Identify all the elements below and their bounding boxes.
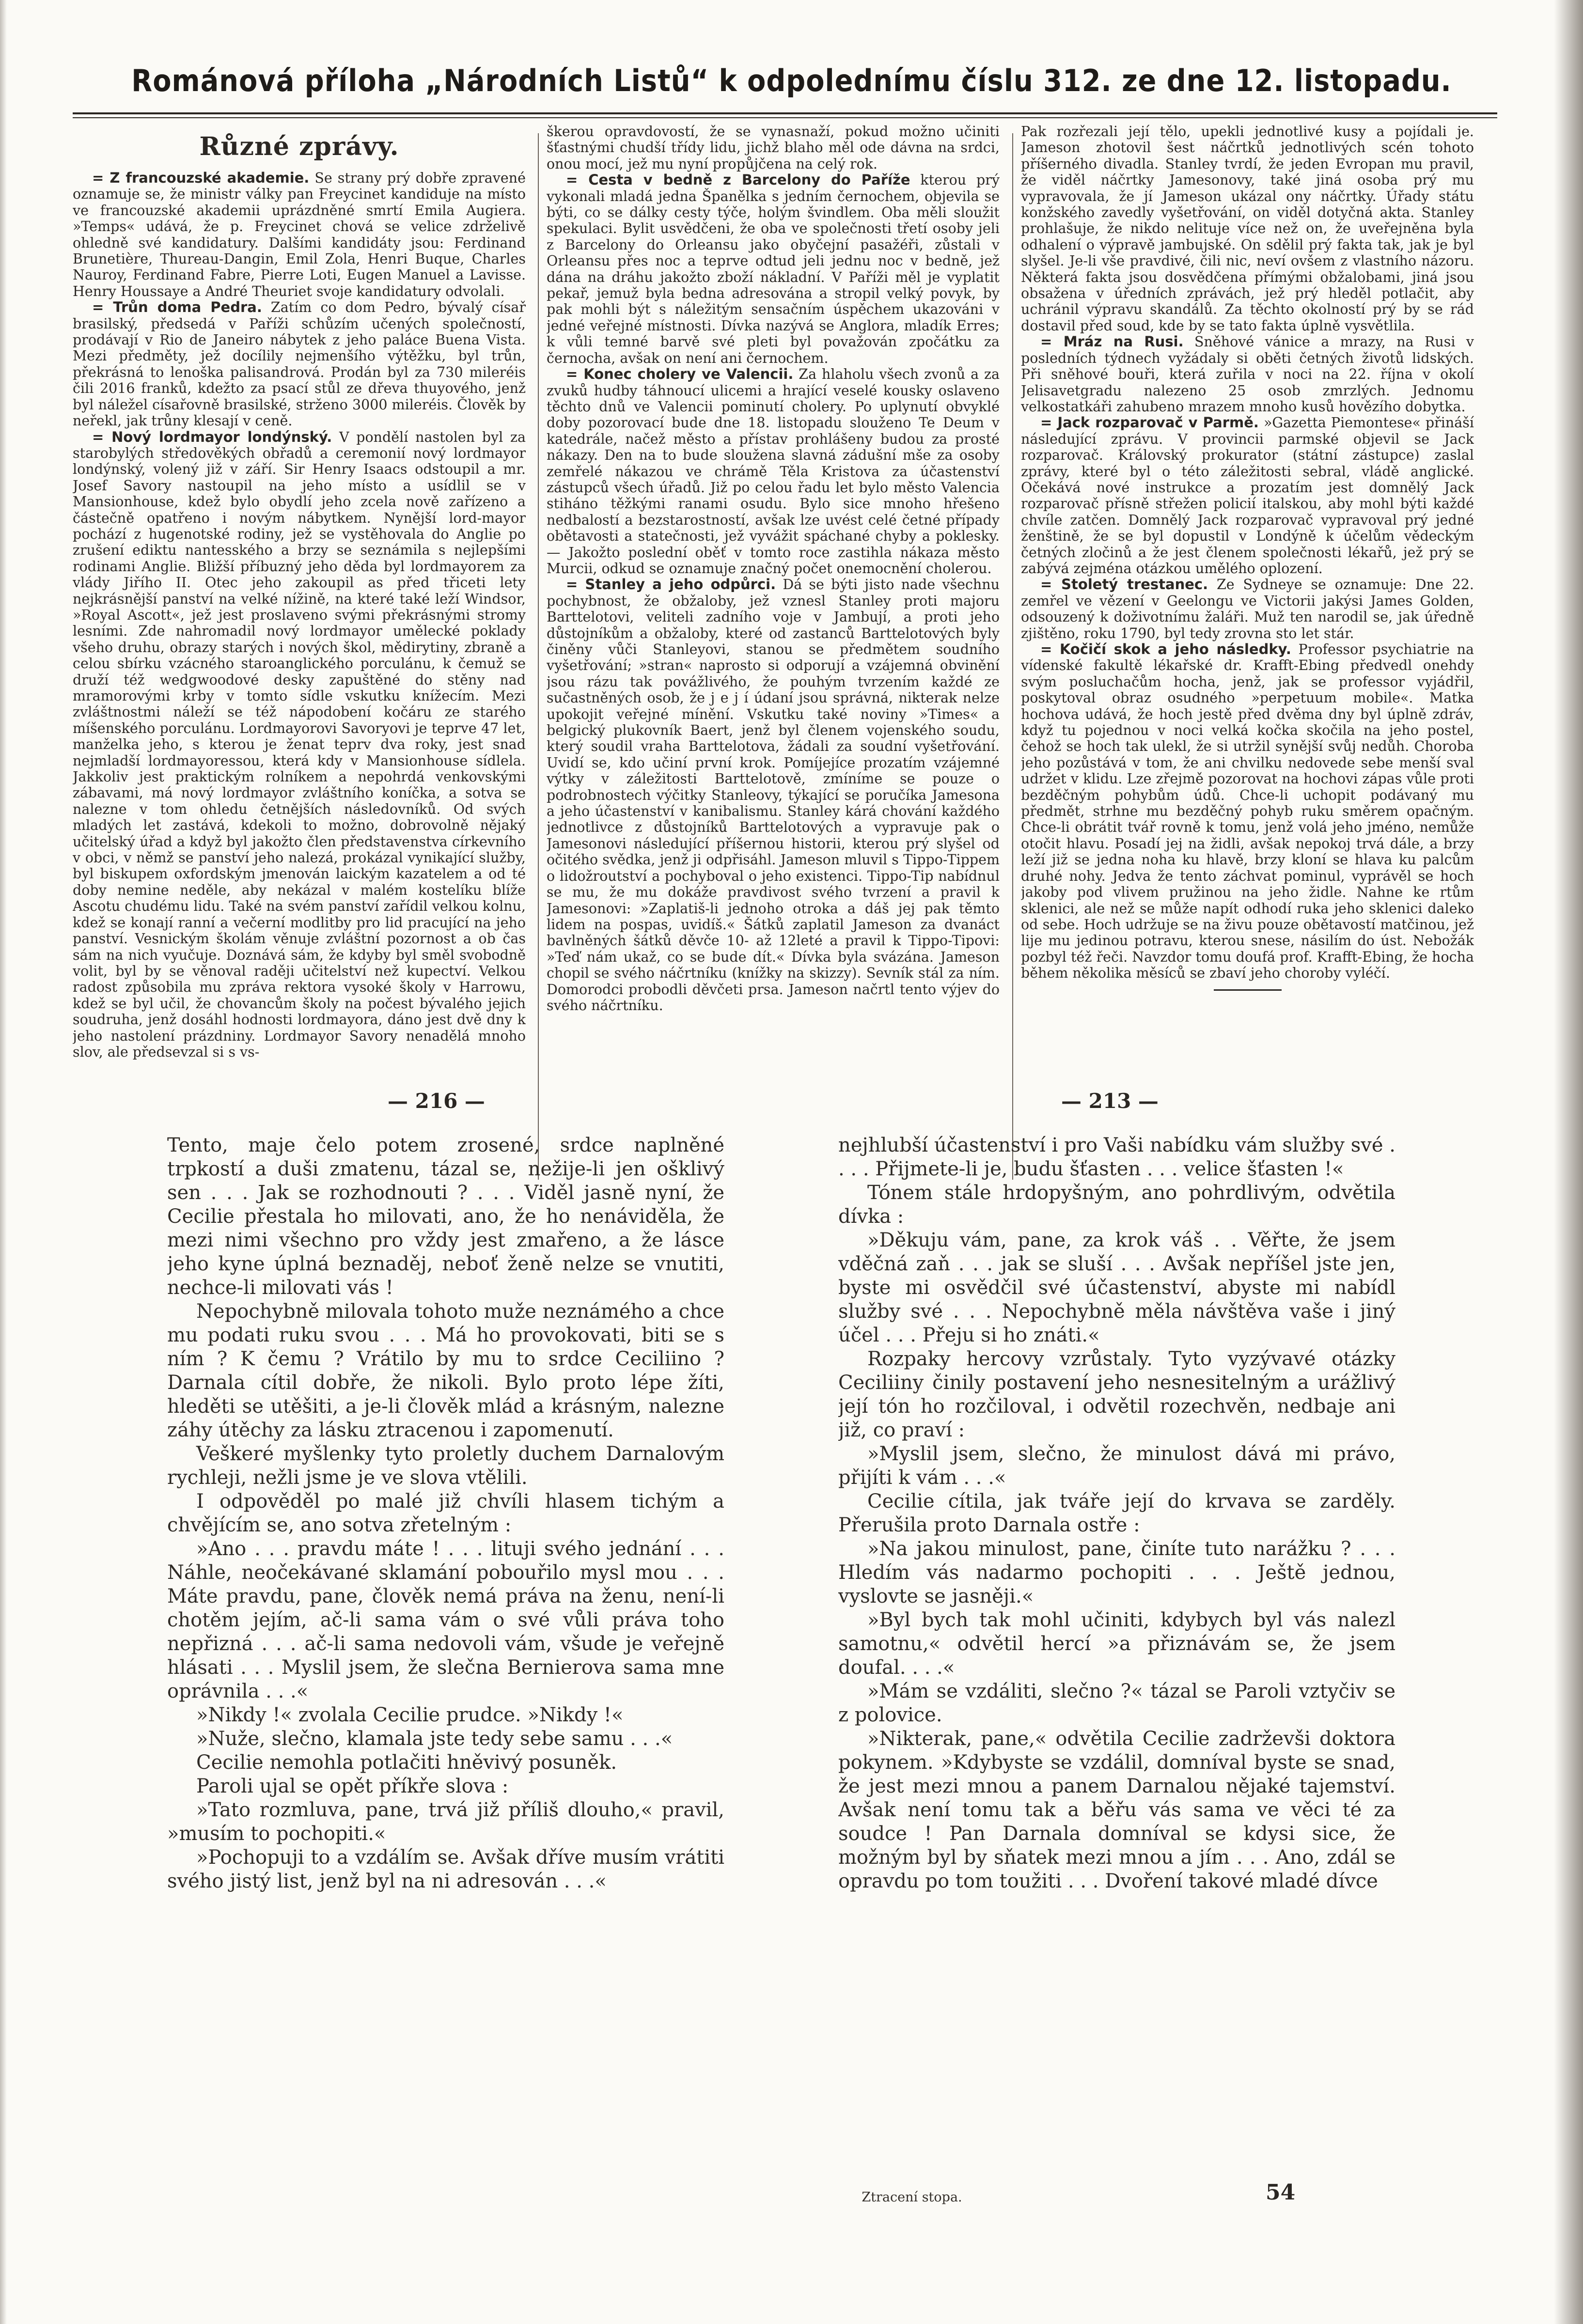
news-item (1021, 641, 1474, 982)
page-number-right: — 213 — (1061, 1089, 1159, 1113)
news-item-title: = Kočičí skok a jeho následky. (1040, 641, 1291, 657)
binding-shadow (1554, 0, 1583, 2324)
novel-column-right (838, 1134, 1395, 2180)
novel-paragraph: »Na jakou minulost, pane, činíte tuto narážku ? . . . Hledím vás nadarmo pochopiti . . . Ještě jednou, vyslovte se jasněji.« (838, 1538, 1395, 1607)
news-item (1021, 577, 1474, 641)
news-item (547, 366, 1000, 577)
news-item-text: Sněhové vánice a mrazy, na Rusi v posledních týdnech vyžádaly si oběti četných životů lidských. Při sněhové bouři, která zuřila v noci na 22. října v okolí Jelisavetgradu nalezeno 25 osob zmrzlých. Jednomu velkostatkáři zahubeno mrazem mnoho kusů hovězího dobytka. (1021, 334, 1474, 415)
novel-paragraph: Cecilie nemohla potlačiti hněvivý posuněk. (196, 1751, 617, 1774)
news-item-title: = Stanley a jeho odpůrci. (566, 576, 776, 593)
news-item-text: kterou prý vykonali mladá jedna Španělka s jedním černochem, objevila se býti, co se dálky cesty týče, holým švindlem. Oba měli sloužit spekulaci. Bylit usvědčeni, že oba ve společnosti třetí osoby jeli z Barcelony do Orleansu jako obyčejní pasažéři, zůstali v Orleansu přes noc a teprve odtud jeli jednu noc v bedně, jež dána na dráhu jakožto zboží nákladní. V Paříži měl je vyplatit pekař, jemuž byla bedna adresována a stropil velký povyk, by pak mohli být s náležitým sensačním úspěchem ukazováni v jedné veřejné místnosti. Dívka nazývá se Anglora, mladík Erres; k vůli temné barvě své pleti byl považován zpočátku za černocha, avšak on není ani černochem. (547, 172, 1000, 366)
novel-paragraph: »Nikdy !« zvolala Cecilie prudce. »Nikdy !« (196, 1704, 624, 1726)
novel-paragraph: Veškeré myšlenky tyto proletly duchem Darnalovým rychleji, nežli jsme je ve slova vtělili. (167, 1443, 724, 1489)
news-item-title: = Z francouzské akademie. (92, 170, 310, 186)
page-header-title: Románová příloha „Národních Listů“ k odpolednímu číslu 312. ze dne 12. listopadu. (131, 63, 1452, 98)
news-item-text: Dá se býti jisto nade všechnu pochybnost, že obžaloby, jež vznesl Stanley proti majoru Barttelotovi, veliteli zadního voje v Jambují, a proti jeho důstojníkům a obžaloby, které od zastanců Barttelotových byly činěny vůči Stanleyovi, stanou se předmětem soudního vyšetřování; »stran« naprosto si odporují a vzájemná obvinění jsou rázu tak povážlivého, že pouhým tvrzením každé ze sučastněných osob, že j e j í údaní jsou správná, nikterak nelze upokojit veřejné mínění. Vskutku také noviny »Times« a belgický plukovník Baert, jenž byl členem vojenského soudu, který soudil vraha Barttelotova, žádali za soudní vyšetřování. Uvidí se, kdo učiní první krok. Pomíjejíce prozatím vzájemné výtky v záležitosti Barttelotově, zmíníme se pouze o podrobnostech výčitky Stanleovy, týkající se poručíka Jamesona a jeho účastenství v kanibalismu. Stanley kárá chování každého jednotlivce z důstojníků Barttelotových a vypravuje pak o Jamesonovi následující příšernou historii, kterou prý slyšel od očitého svědka, jenž ji odpřisáhl. Jameson mluvil s Tippo-Tippem o lidožroutství a pochyboval o jeho existenci. Tippo-Tip nabídnul se mu, že mu dokáže pravdivost svého tvrzení a pravil k Jamesonovi: »Zaplatiš-li jednoho otroka a dáš jej pak těmto lidem na pospas, uvidíš.« Šátků zaplatil Jameson za dvanáct bavlněných šátků děvče 10- až 12leté a pravil k Tippo-Tipovi: »Teď nám ukaž, co se bude dít.« Dívka byla svázána. Jameson chopil se svého náčrtníku (knížky na skizzy). Sevník stál za ním. Domorodci probodli děvčeti prsa. Jameson načrtl tento výjev do svého náčrtníku. (547, 577, 1000, 1014)
news-item-text: Zatím co dom Pedro, bývalý císař brasilský, předsedá v Paříži schůzím učených společností, prodávají v Rio de Janeiro nábytek z jeho paláce Buena Vista. Mezi předměty, jež docílily nejmenšího výtěžku, byl trůn, překrásná to lenoška palisandrová. Prodán byl za 730 mileréis čili 2016 franků, kdežto za psací stůl ze dřeva thuyového, jenž byl náležel císařovně brasilské, strženo 3000 mileréis. Člověk by neřekl, jak trůny klesají v ceně. (73, 299, 526, 429)
page-edge-shadow (0, 0, 7, 2324)
news-item-title: = Mráz na Rusi. (1040, 333, 1184, 350)
news-item-continued (547, 124, 1000, 172)
novel-paragraph: »Ano . . . pravdu máte ! . . . lituji svého jednání . . . Náhle, neočekávané sklamání pobouřilo mysl mou . . . Máte pravdu, pane, člověk nemá práva na ženu, není-li chotěm jejím, ač-li sama vám o své vůli práva toho nepřizná . . . ač-li sama nedovoli vám, všude je veřejně hlásati . . . Myslil jsem, že slečna Bernierova sama mne oprávnila . . .« (167, 1538, 724, 1702)
novel-paragraph: »Tato rozmluva, pane, trvá již příliš dlouho,« pravil, »musím to pochopiti.« (167, 1799, 724, 1845)
news-item (73, 299, 526, 429)
sheet-number: 54 (1266, 2180, 1296, 2205)
novel-paragraph: Rozpaky hercovy vzrůstaly. Tyto vyzývavé otázky Ceciliiny činily postavení jeho nesnesitelným a urážlivý její tón ho rozčiloval, i odvětil rozechvěn, nedbaje ani již, co praví : (838, 1348, 1395, 1441)
news-item-text: Se strany prý dobře zpravené oznamuje se, že ministr války pan Freycinet kandiduje na místo ve francouzské akademii uprázdněné smrtí Emila Augiera. »Temps« udává, že p. Freycinet chová se velice zdrželivě ohledně své kandidatury. Dalšími kandidáty jsou: Ferdinand Brunetière, Thureau-Dangin, Emil Zola, Henri Buque, Charles Nauroy, Ferdinand Fabre, Pierre Loti, Eugen Manuel a Lavisse. Henry Houssaye a André Theuriet svoje kandidatury odvolali. (73, 170, 526, 299)
news-item-title: = Stoletý trestanec. (1040, 576, 1208, 593)
news-section (73, 124, 1497, 1185)
news-item-text: Professor psychiatrie na vídenské fakultě lékařské dr. Krafft-Ebing předvedl onehdy svým posluchačům hocha, jenž, jak se professor vyjádřil, poskytoval obraz osudného »perpetuum mobile«. Matka hochova udává, že hoch jestě před dvěma dny byl úplně zdráv, když tu pojednou v noci velká kočka skočila na jeho postel, čehož se hoch tak ulekl, že si utržil synější svůj nedůh. Choroba jeho pozůstává v tom, že ani chvilku nedovede sebe menší sval udržet v klidu. Lze zřejmě pozorovat na hochovi zápas vůle proti bezděčným pohybům údů. Chce-li uchopit podávaný mu předmět, strhne mu bezděčný pohyb ruku směrem opačným. Chce-li obrátit tvář rovně k tomu, jenž volá jeho jméno, nemůže otočit hlavu. Posadí jej na židli, avšak nepokoj trvá dále, a brzy leží již se jedna noha ku hlavě, brzy kloní se hlava ku palcům druhé nohy. Jedva že tento záchvat pominul, vyprávěl se hoch jakoby pod vlivem pružinou na jeho židle. Nahne ke rtům sklenici, ale než se může napít odhodí ruka jeho sklenici daleko od sebe. Hoch udržuje se na živu pouze obětavostí matčinou, jež lije mu jedinou potravu, kterou snese, násilím do úst. Nebožák pozbyl též řeči. Navzdor tomu doufá prof. Krafft-Ebing, že hocha během několika měsíců se zbaví jeho choroby vyléčí. (1021, 641, 1474, 982)
column-divider (1012, 133, 1013, 1180)
signature-caption: Ztracení stopa. (862, 2190, 962, 2205)
news-item (73, 429, 526, 1061)
news-item (547, 577, 1000, 1014)
news-heading: Různé zprávy. (199, 132, 399, 161)
page-number-left: — 216 — (388, 1089, 485, 1113)
novel-paragraph: nejhlubší účastenství i pro Vaši nabídku vám služby své . . . . Přijmete-li je, budu šťasten . . . velice šťasten !« (838, 1134, 1395, 1180)
novel-paragraph: Tónem stále hrdopyšným, ano pohrdlivým, odvětila dívka : (838, 1182, 1395, 1228)
novel-paragraph: Nepochybně milovala tohoto muže neznámého a chce mu podati ruku svou . . . Má ho provokovati, biti se s ním ? K čemu ? Vrátilo by mu to srdce Ceciliino ? Darnala cítil dobře, že nikoli. Bylo proto lépe žíti, hleděti se utěšiti, a je-li člověk mlád a krásným, nalezne záhy útěchy za lásku ztracenou i zapomenutí. (167, 1300, 724, 1441)
novel-paragraph: »Myslil jsem, slečno, že minulost dává mi právo, přijíti k vám . . .« (838, 1443, 1395, 1489)
novel-paragraph: »Nikterak, pane,« odvětila Cecilie zadrževši doktora pokynem. »Kdybyste se vzdálil, domníval byste se snad, že jest mezi mnou a panem Darnalou nějaké tajemství. Avšak není tomu tak a běřu vás sama ve věci té za soudce ! Pan Darnala domníval se kdysi sice, že možným byl by sňatek mezi mnou a jím . . . Ano, zdál se opravdu po tom toužiti . . . Dvoření takové mladé dívce (838, 1728, 1395, 1892)
news-item-title: = Trůn doma Pedra. (92, 299, 262, 316)
news-item (1021, 415, 1474, 577)
news-item-text: »Gazetta Piemontese« přináší následující zprávu. V provincii parmské objevil se Jack rozparovač. Královský prokurator (státní zástupce) zaslal zprávy, které byl o této záležitosti sebral, vládě anglické. Očekává nové instrukce a prozatím jest domnělý Jack rozparovač přísně střežen policií italskou, aby mohl býti každé chvíle zatčen. Domnělý Jack rozparovač vypravoval prý jedné ženštině, že se byl dopustil v Londýně k účelům vědeckým četných zločinů a že jest členem společnosti lékařů, jež prý se zabývá zejména otázkou umělého oplození. (1021, 415, 1474, 577)
news-column-3 (1021, 124, 1474, 1185)
news-item (547, 172, 1000, 366)
novel-paragraph: I odpověděl po malé již chvíli hlasem tichým a chvějícím se, ano sotva zřetelným : (167, 1490, 724, 1536)
novel-paragraph: Cecilie cítila, jak tváře její do krvava se zarděly. Přerušila proto Darnala ostře : (838, 1490, 1395, 1536)
novel-paragraph: »Byl bych tak mohl učiniti, kdybych byl vás nalezl samotnu,« odvětil hercí »a přiznávám se, že jsem doufal. . . .« (838, 1609, 1395, 1679)
end-rule (1214, 989, 1282, 991)
news-item-text: Pak rozřezali její tělo, upekli jednotlivé kusy a pojídali je. Jameson zhotovil šest náčrtků jednotlivých scén tohoto příšerného divadla. Stanley tvrdí, že jeden Evropan mu pravil, že viděl náčrtky Jamesonovy, také jiná osoba prý mu vypravovala, že jí Jameson ukázal ony náčrtky. Úřady státu konžského zavedly vyšetřování, on viděl dotyčná akta. Stanley prohlašuje, že nikdo nelituje více než on, že uveřejněna byla odhalení o výpravě jambujské. On sdělil prý fakta tak, jak je byl slyšel. Je-li vše pravdivé, čili nic, neví ovšem z vlastního názoru. Některá fakta jsou dosvědčena přímými obžalobami, jiná jsou obsažena v úředních zprávách, jež prý hleděl potlačit, aby uchránil výpravu skandálů. Za těchto okolností prý by se rád dostavil před soud, kde by se tato fakta úplně vysvětlila. (1021, 124, 1474, 334)
news-item-title: = Nový lordmayor londýnský. (92, 428, 332, 445)
news-column-2 (547, 124, 1000, 1185)
news-item-title: = Konec cholery ve Valencii. (566, 366, 794, 383)
news-column-1 (73, 124, 526, 1185)
news-item-text: škerou opravdovostí, že se vynasnaží, pokud možno učiniti šťastnými chudší třídy lidu, jichž blaho měl ode dávna na srdci, onou mocí, jež mu nyní propůjčena na celý rok. (547, 124, 1000, 172)
news-item-title: = Cesta v bedně z Barcelony do Paříže (566, 172, 910, 188)
novel-paragraph: »Nuže, slečno, klamala jste tedy sebe samu . . .« (196, 1728, 673, 1750)
news-item-text: Ze Sydneye se oznamuje: Dne 22. zemřel ve vězení v Geelongu ve Victorii jakýsi James Golden, odsouzený k doživotnímu žaláři. Muž ten narodil se, jak úředně zjištěno, roku 1790, byl tedy zrovna sto let stár. (1021, 577, 1474, 641)
novel-paragraph: »Mám se vzdáliti, slečno ?« tázal se Paroli vztyčiv se z polovice. (838, 1680, 1395, 1726)
news-item (1021, 334, 1474, 415)
header-rule (73, 112, 1497, 114)
novel-paragraph: »Děkuju vám, pane, za krok váš . . Věřte, že jsem vděčná zaň . . . jak se sluší . . . Avšak nepříšel jste jen, byste mi osvědčil své účastenství, abyste mi nabídl služby své . . . Nepochybně měla návštěva vaše i jiný účel . . . Přeju si ho znáti.« (838, 1229, 1395, 1346)
header-rule-thin (73, 117, 1497, 118)
news-item-text: V pondělí nastolen byl za starobylých středověkých obřadů a ceremonií nový lordmayor londýnský, volený již v září. Sir Henry Isaacs odstoupil a mr. Josef Savory nastoupil na jeho místo a usídlil se v Mansionhouse, kdež bylo obydlí jeho zcela nově zařízeno a částečně opatřeno i novým nábytkem. Nynější lord-mayor pochází z hugenotské rodiny, jež se vystěhovala do Anglie po zrušení ediktu nantesského a brzy se seznámila s nejlepšími rodinami Anglie. Bližší příbuzný jeho děda byl lordmayorem za vlády Jiřího II. Otec jeho zakoupil as před třiceti lety nejkrásnější panství na velké nížině, na které také leží Windsor, »Royal Ascott«, jež jest proslaveno svými překrásnými stromy lesními. Zde nahromadil nový lordmayor umělecké poklady všeho druhu, obrazy starých i nových škol, mědirytiny, zbraně a celou sbírku vzácného staroanglického porculánu, k čemuž se druží též wedgwoodové desky zapuštěné do stěny nad mramorovými krby v tomto sídle vskutku knížecím. Mezi zvláštnostmi náleží se též nápodobení kočáru ze starého míšenského porculánu. Lordmayorovi Savoryovi je teprve 47 let, manželka jeho, s kterou je ženat teprv dva roky, jest snad nejmladší lordmayoressou, která kdy v Mansionhouse sídlela. Jakkoliv jest praktickým rolníkem a nepohrdá venkovskými zábavami, má nový lordmayor zvláštního koníčka, a sotva se nalezne v tom ohledu četnějších následovníků. Od svých mladých let zastává, kdekoli to možno, dobrovolně nějaký učitelský úřad a když byl jakožto člen představenstva církevního v obci, v němž se panství jeho nalezá, prokázal vynikající služby, byl biskupem oxfordským jmenován laickým kazatelem a od té doby nemine neděle, aby nekázal v malém kostelíku blíže Ascotu chudému lidu. Také na svém panství zařídil velkou kolnu, kdež se konají ranní a večerní modlitby pro lid pracující na jeho panství. Vesnickým školám věnuje zvláštní pozornost a ob čas sám na nich vyučuje. Doznává sám, že kdyby byl směl svobodně volit, byl by se věnoval raději učitelství než kupectví. Velkou radost způsobila mu zpráva rektora vysoké školy v Harrowu, kdež se byl učil, že chovancům školy na počest bývalého jejich soudruha, jenž dosáhl hodnosti lordmayora, dáno jest dvě dny k jeho nastolení prázdniny. Lordmayor Savory nenadělá mnoho slov, ale předsevzal si s vs- (73, 429, 526, 1060)
novel-paragraph: Tento, maje čelo potem zrosené, srdce naplněné trpkostí a duši zmatenu, tázal se, nežije-li jen ošklivý sen . . . Jak se rozhodnouti ? . . . Viděl jasně nyní, že Cecilie přestala ho milovati, ano, že ho nenáviděla, že mezi nimi všechno pro vždy jest zmařeno, a že lásce jeho kyne úplná beznaděj, neboť ženě nelze se vnutiti, nechce-li milovati vás ! (167, 1134, 724, 1299)
news-item-text: Za hlaholu všech zvonů a za zvuků hudby táhnoucí ulicemi a hrající veselé kousky oslaveno těchto dnů ve Valencii pominutí cholery. Po uplynutí obvyklé doby pozorovací bude dne 18. listopadu slouženo Te Deum v katedrále, načež město a přístav prohlášeny budou za prosté nákazy. Den na to bude sloužena slavná zádušní mše za osoby zemřelé nákazou ve chrámě Těla Kristova za účastenství zástupců všech úřadů. Již po celou řadu let bylo město Valencia stiháno těžkými ranami osudu. Bylo sice mnoho hřešeno nedbalostí a bezstarostností, avšak lze uvést celé četné případy obětavosti a statečnosti, jež vyvážit spáchané chyby a poklesky. — Jakožto poslední oběť v tomto roce zastihla nákaza město Murcii, odkud se oznamuje značný počet onemocnění cholerou. (547, 366, 1000, 577)
novel-column-left (167, 1134, 724, 2258)
novel-paragraph: Paroli ujal se opět příkře slova : (196, 1775, 509, 1797)
news-item-title: = Jack rozparovač v Parmě. (1040, 414, 1259, 431)
news-item-continued (1021, 124, 1474, 334)
column-divider (538, 133, 539, 1180)
news-item (73, 170, 526, 299)
novel-paragraph: »Pochopuji to a vzdálím se. Avšak dříve musím vrátiti svého jistý list, jenž byl na ni adresován . . .« (167, 1846, 724, 1892)
